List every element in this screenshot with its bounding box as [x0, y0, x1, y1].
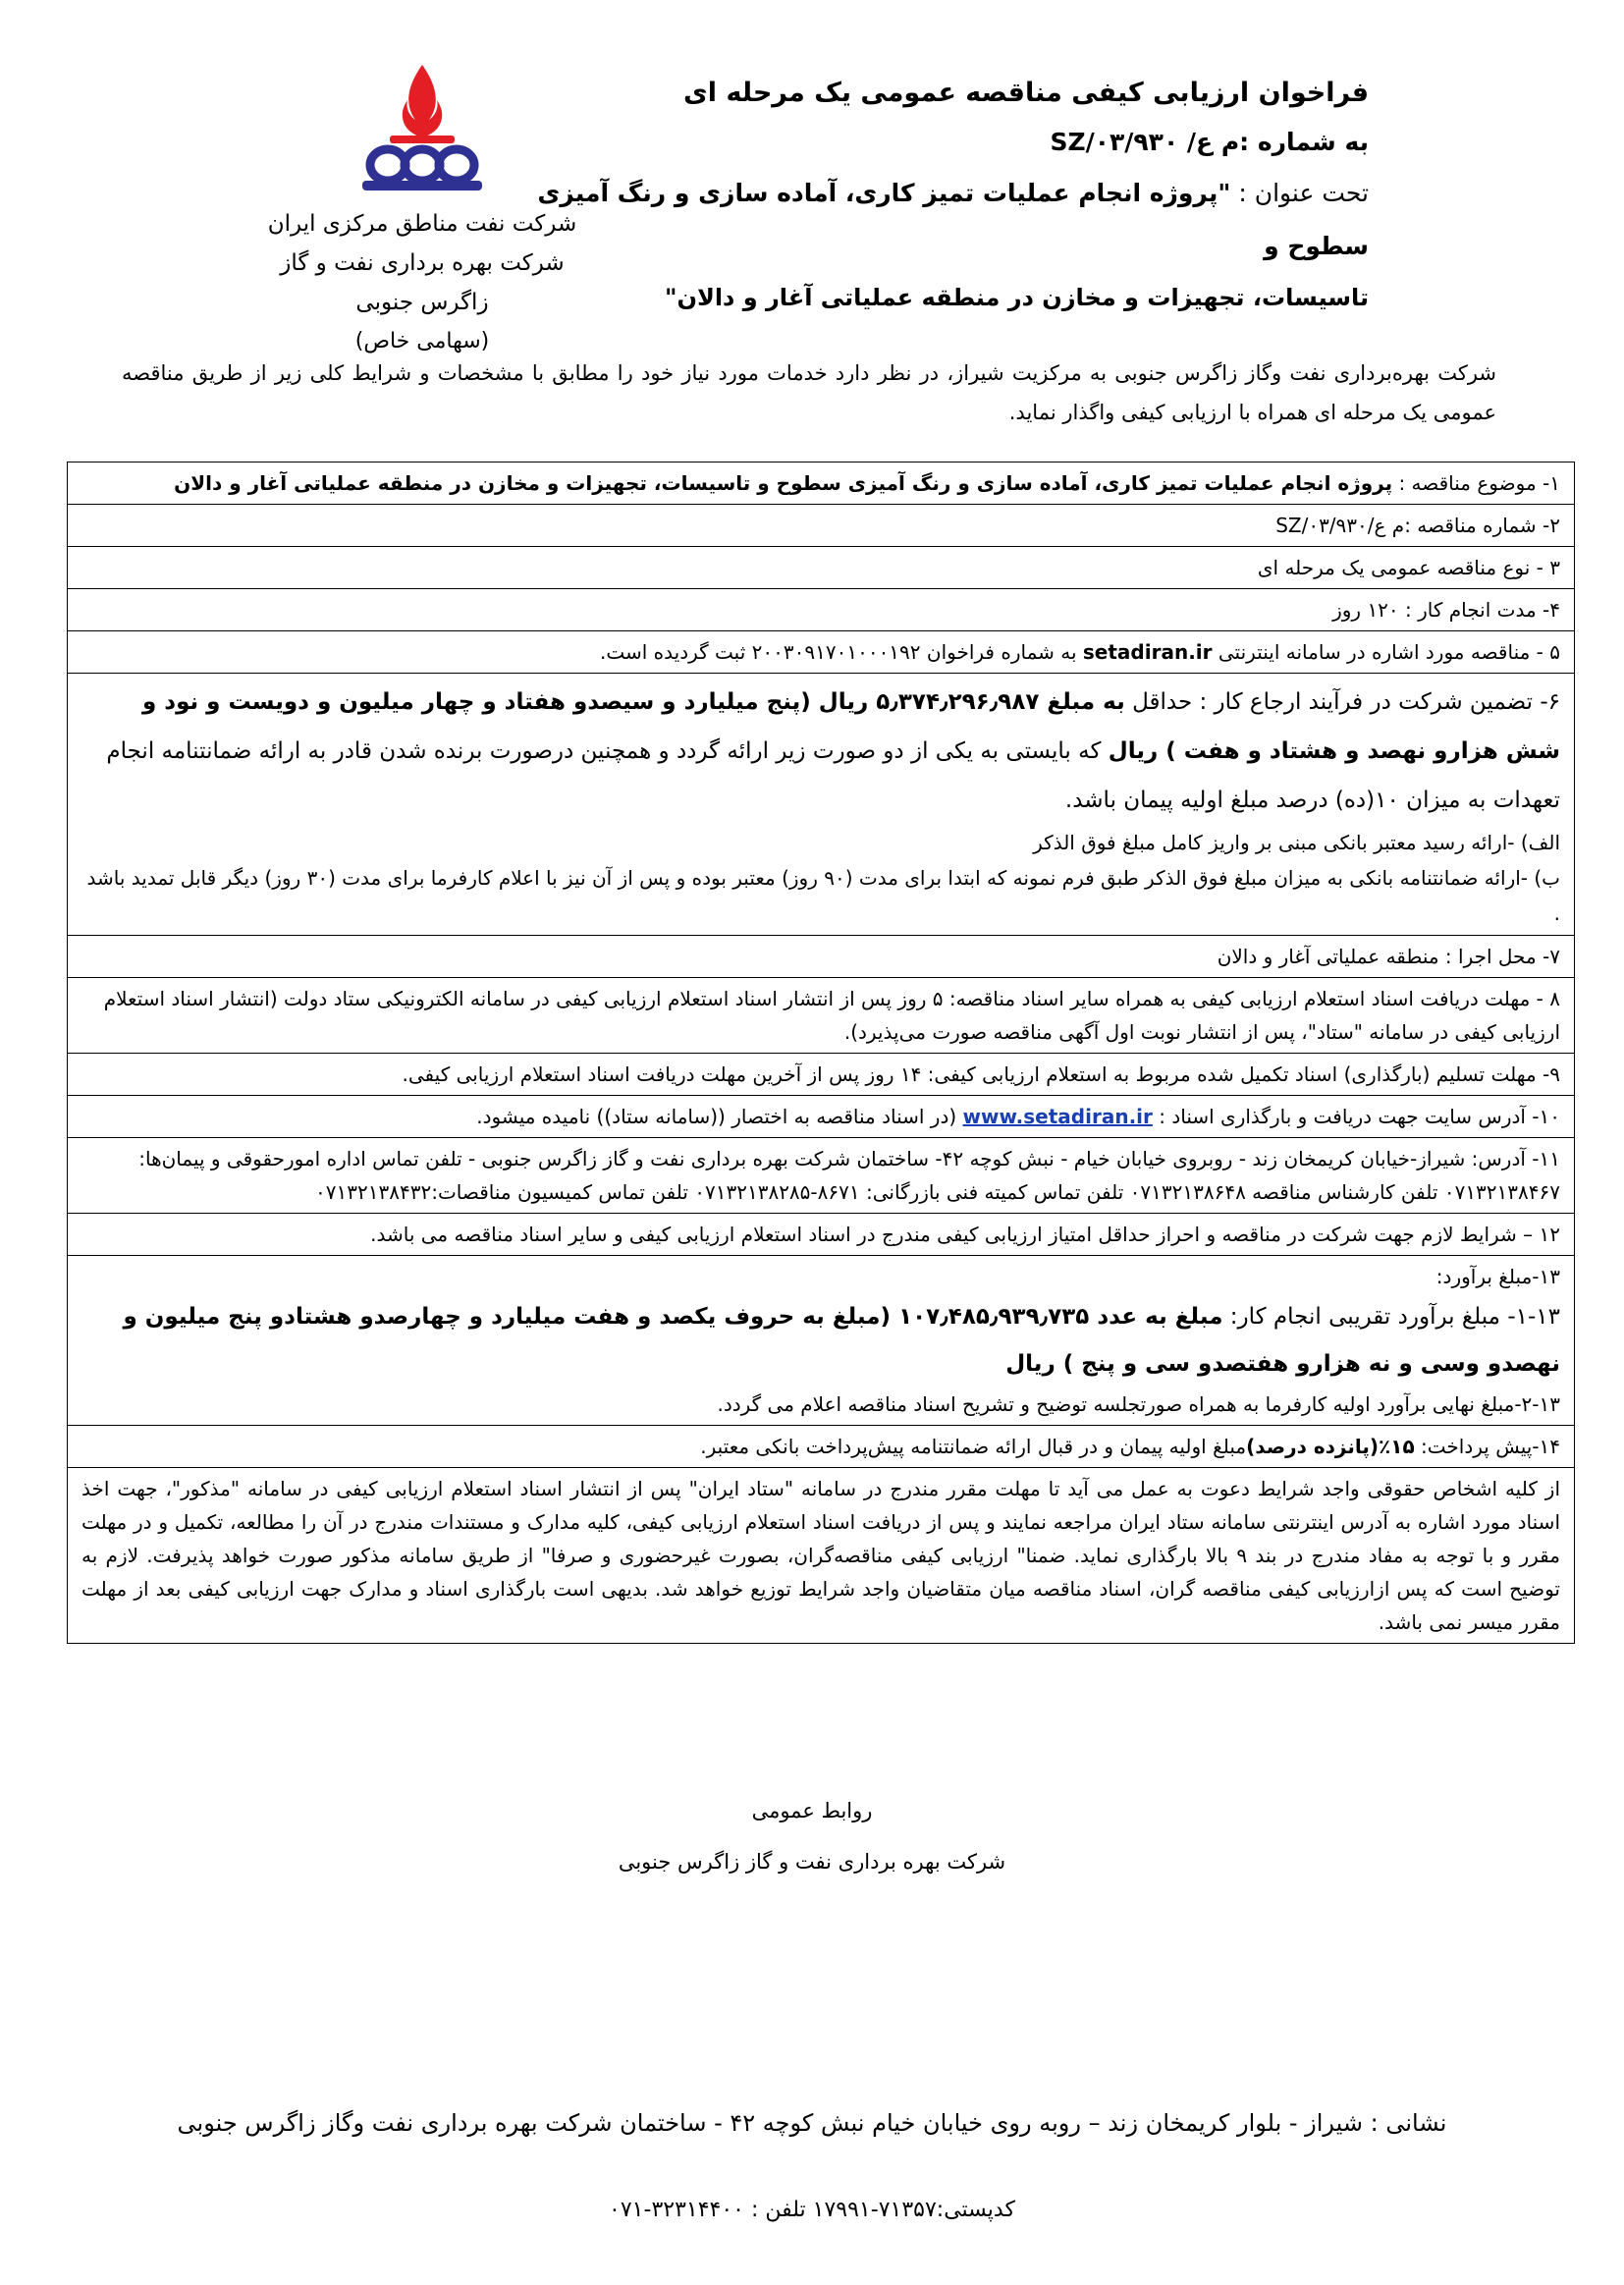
- table-row: [68, 631, 1575, 674]
- table-row: [68, 1426, 1575, 1468]
- subject-line-2: تاسیسات، تجهیزات و مخازن در منطقه عملیاتی آغار و دالان": [664, 284, 1369, 311]
- signature-company: شرکت بهره برداری نفت و گاز زاگرس جنوبی: [618, 1850, 1006, 1874]
- intro-paragraph: شرکت بهره‌برداری نفت وگاز زاگرس جنوبی به مرکزیت شیراز، در نظر دارد خدمات مورد نیاز خود را مطابق با مشخصات و شرایط کلی زیر از طریق مناقصه عمومی یک مرحله ای همراه با ارزیابی کیفی واگذار نماید.: [122, 361, 1496, 424]
- estimate-amount: ۱-۱۳- مبلغ برآورد تقریبی انجام کار: مبلغ به عدد ۱۰۷٫۴۸۵٫۹۳۹٫۷۳۵ (مبلغ به حروف یکصد و هفت میلیارد و چهارصدو هشتادو پنج میلیون و نهصدو وسی و نه هزارو هفتصدو سی و پنج ) ریال: [123, 1304, 1560, 1377]
- row-duration: ۴- مدت انجام کار : ۱۲۰ روز: [68, 589, 1575, 631]
- estimate-heading: ۱۳-مبلغ برآورد:: [1435, 1265, 1560, 1288]
- row-submit-deadline: ۹- مهلت تسلیم (بارگذاری) اسناد تکمیل شده مربوط به استعلام ارزیابی کیفی: ۱۴ روز پس از آخرین مهلت دریافت اسناد استعلام ارزیابی کیفی.: [68, 1054, 1575, 1096]
- row-closing-invitation: از کلیه اشخاص حقوقی واجد شرایط دعوت به عمل می آید تا مهلت مقرر مندرج در سامانه "ستاد ایران" پس از انتشار اسناد استعلام ارزیابی کیفی در سامانه "مذکور"، جهت اخذ اسناد مورد اشاره به آدرس اینترنتی سامانه ستاد ایران مراجعه نمایند و پس از دریافت اسناد استعلام ارزیابی کیفی، کلیه مدارک و مستندات مندرج در آن را مطالعه، تکمیل و در مهلت مقرر و با توجه به مفاد مندرج در بند ۹ بالا بارگذاری نماید. ضمنا" ارزیابی کیفی مناقصه‌گران، بصورت غیرحضوری و صرفا" از طریق سامانه مذکور صورت خواهد پذیرفت. لازم به توضیح است که پس ازارزیابی کیفی مناقصه گران، اسناد مناقصه میان متقاضیان واجد شرایط توزیع خواهد شد. بدیهی است بارگذاری اسناد و مدارک جهت ارزیابی کیفی بعد از مهلت مقرر میسر نمی باشد.: [68, 1468, 1575, 1644]
- table-row: [68, 674, 1575, 936]
- row-address: ۱۱- آدرس: شیراز-خیابان کریمخان زند - روبروی خیابان خیام - نبش کوچه ۴۲- ساختمان شرکت بهره برداری نفت و گاز زاگرس جنوبی - تلفن تماس اداره امورحقوقی و پیمان‌ها: ۰۷۱۳۲۱۳۸۴۶۷ تلفن کارشناس مناقصه ۰۷۱۳۲۱۳۸۶۴۸ تلفن تماس کمیته فنی بازرگانی: ۸۶۷۱-۰۷۱۳۲۱۳۸۲۸۵ تلفن تماس کمیسیون مناقصات:۰۷۱۳۲۱۳۸۴۳۲: [68, 1138, 1575, 1214]
- table-row: [68, 589, 1575, 631]
- row-tender-type: ۳ - نوع مناقصه عمومی یک مرحله ای: [68, 547, 1575, 589]
- table-row: [68, 1214, 1575, 1256]
- guarantee-option-a: الف) -ارائه رسید معتبر بانکی مبنی بر واریز کامل مبلغ فوق الذکر: [1033, 831, 1560, 854]
- row-registration: ۵ - مناقصه مورد اشاره در سامانه اینترنتی setadiran.ir به شماره فراخوان ۲۰۰۳۰۹۱۷۰۱۰۰۰۱۹۲ ثبت گردیده است.: [68, 631, 1575, 674]
- table-row: [68, 462, 1575, 505]
- row-prepayment: ۱۴-پیش پرداخت: ۱۵٪(پانزده درصد)مبلغ اولیه پیمان و در قبال ارائه ضمانتنامه پیش‌پرداخت بانکی معتبر.: [68, 1426, 1575, 1468]
- table-row: [68, 978, 1575, 1054]
- company-name-1: شرکت نفت مناطق مرکزی ایران: [267, 211, 577, 237]
- row-estimate: [68, 1256, 1575, 1426]
- signature-dept: روابط عمومی: [751, 1799, 873, 1823]
- estimate-final: ۲-۱۳-مبلغ نهایی برآورد اولیه کارفرما به همراه صورتجلسه توضیح و تشریح اسناد مناقصه اعلام می گردد.: [717, 1392, 1560, 1416]
- table-row: [68, 1468, 1575, 1644]
- table-row: [68, 505, 1575, 547]
- table-row: [68, 1096, 1575, 1138]
- company-type: (سهامی خاص): [354, 329, 490, 354]
- header-titles: [485, 69, 1369, 322]
- table-row: [68, 1256, 1575, 1426]
- row-conditions: ۱۲ – شرایط لازم جهت شرکت در مناقصه و احراز حداقل امتیاز ارزیابی کیفی مندرج در اسناد استعلام ارزیابی کیفی و سایر اسناد مناقصه می باشد.: [68, 1214, 1575, 1256]
- company-logo-block: [245, 59, 599, 361]
- row-subject: ۱- موضوع مناقصه : پروژه انجام عملیات تمیز کاری، آماده سازی و رنگ آمیزی سطوح و تاسیسات، تجهیزات و مخازن در منطقه عملیاتی آغار و دالان: [68, 462, 1575, 505]
- document-title: فراخوان ارزیابی کیفی مناقصه عمومی یک مرحله ای: [683, 78, 1369, 108]
- footer-postal: کدپستی:۷۱۳۵۷-۱۷۹۹۱ تلفن : ۳۲۳۱۴۴۰۰-۰۷۱: [609, 2198, 1015, 2222]
- table-row: [68, 547, 1575, 589]
- signature-block: [0, 1785, 1624, 1887]
- row-tender-number: ۲- شماره مناقصه :م ع/SZ/۰۳/۹۳۰: [68, 505, 1575, 547]
- guarantee-option-b: ب) -ارائه ضمانتنامه بانکی به میزان مبلغ فوق الذکر طبق فرم نمونه که ابتدا برای مدت (۹۰ روز) معتبر بوده و پس از آن نیز با اعلام کارفرما برای مدت (۳۰ روز) دیگر قابل تمدید باشد .: [86, 866, 1560, 925]
- row-location: ۷- محل اجرا : منطقه عملیاتی آغار و دالان: [68, 936, 1575, 978]
- flame-logo-icon: [349, 59, 496, 196]
- company-name-2: شرکت بهره برداری نفت و گاز زاگرس جنوبی: [280, 250, 565, 315]
- subject-line: تحت عنوان : "پروژه انجام عملیات تمیز کاری، آماده سازی و رنگ آمیزی سطوح و: [537, 179, 1369, 260]
- row-receive-deadline: ۸ - مهلت دریافت اسناد استعلام ارزیابی کیفی به همراه سایر اسناد مناقصه: ۵ روز پس از انتشار اسناد استعلام ارزیابی کیفی در سامانه الکترونیکی ستاد دولت (انتشار اسناد استعلام ارزیابی کیفی در سامانه "ستاد"، پس از انتشار نوبت اول آگهی مناقصه صورت می‌پذیرد).: [68, 978, 1575, 1054]
- table-row: [68, 936, 1575, 978]
- tender-details-table: [67, 462, 1575, 1644]
- table-row: [68, 1138, 1575, 1214]
- footer-address: نشانی : شیراز - بلوار کریمخان زند – روبه روی خیابان خیام نبش کوچه ۴۲ - ساختمان شرکت بهره برداری نفت وگاز زاگرس جنوبی: [177, 2109, 1447, 2137]
- table-row: [68, 1054, 1575, 1096]
- setadiran-link[interactable]: www.setadiran.ir: [962, 1105, 1153, 1128]
- row-guarantee: ۶- تضمین شرکت در فرآیند ارجاع کار : حداقل به مبلغ ۵٫۳۷۴٫۲۹۶٫۹۸۷ ریال (پنج میلیارد و سیصدو هفتاد و چهار میلیون و دویست و نود و شش هزارو نهصد و هشتاد و هفت ) ریال که بایستی به یکی از دو صورت زیر ارائه گردد و همچنین درصورت برنده شدن قادر به ارائه ضمانتنامه انجام تعهدات به میزان ۱۰(ده) درصد مبلغ اولیه پیمان باشد. الف) -ارائه رسید معتبر بانکی مبنی بر واریز کامل مبلغ فوق الذکر ب) -ارائه ضمانتنامه بانکی به میزان مبلغ فوق الذکر طبق فرم نمونه که ابتدا برای مدت (۹۰ روز) معتبر بوده و پس از آن نیز با اعلام کارفرما برای مدت (۳۰ روز) دیگر قابل تمدید باشد .: [68, 674, 1575, 936]
- row-website: ۱۰- آدرس سایت جهت دریافت و بارگذاری اسناد : www.setadiran.ir (در اسناد مناقصه به اختصار ((سامانه ستاد)) نامیده میشود.: [68, 1096, 1575, 1138]
- tender-number: به شماره :م ع/ SZ/۰۳/۹۳۰: [1050, 128, 1369, 156]
